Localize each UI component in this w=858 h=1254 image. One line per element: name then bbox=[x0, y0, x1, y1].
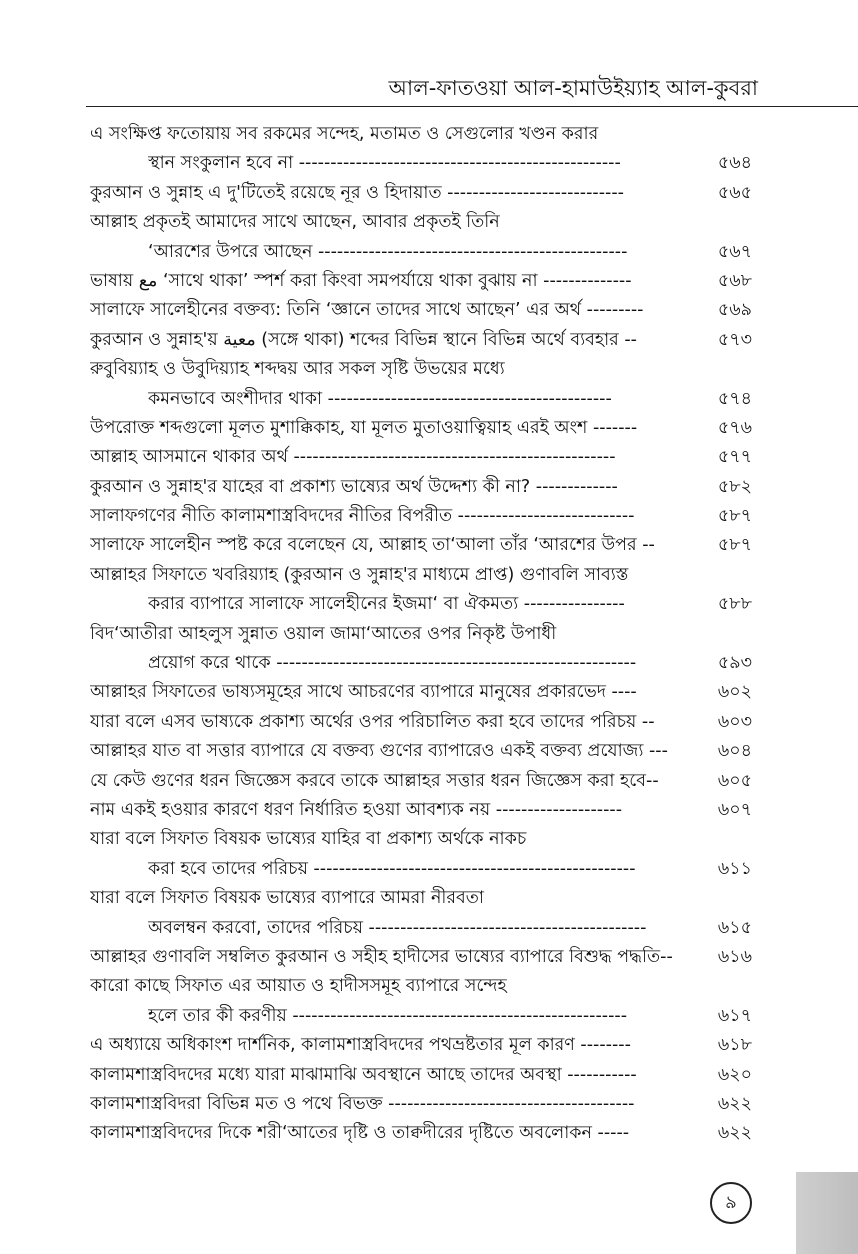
toc-entry-page: ৬১৭ bbox=[717, 1005, 752, 1026]
toc-entry-title: কারো কাছে সিফাত এর আয়াত ও হাদীসসমূহ ব্যাপারে সন্দেহ bbox=[90, 976, 507, 997]
toc-entry-title: কুরআন ও সুন্নাহ'য় معية (সঙ্গে থাকা) শব্দের বিভিন্ন স্থানে বিভিন্ন অর্থে ব্যবহার -- bbox=[90, 329, 637, 350]
toc-entry-page: ৬১৬ bbox=[717, 946, 752, 967]
toc-entry-title: কালামশাস্ত্রবিদরা বিভিন্ন মত ও পথে বিভক্ত --------------------------------------- bbox=[90, 1093, 635, 1114]
toc-entry-title: হলে তার কী করণীয় ----------------------------------------------------- bbox=[148, 1005, 628, 1026]
toc-entry-page: ৫৬৮ bbox=[717, 270, 752, 291]
toc-entry-title: বিদ‘আতীরা আহলুস সুন্নাত ওয়াল জামা‘আতের ওপর নিকৃষ্ট উপাধী bbox=[90, 623, 557, 644]
toc-entry bbox=[90, 531, 758, 560]
toc-entry-title: আল্লাহর যাত বা সত্তার ব্যাপারে যে বক্তব্য গুণের ব্যাপারেও একই বক্তব্য প্রযোজ্য --- bbox=[90, 741, 668, 762]
toc-entry-page: ৫৮২ bbox=[717, 476, 752, 497]
toc-entry-title: রুবুবিয়্যাহ ও উবুদিয়্যাহ শব্দদ্বয় আর সকল সৃষ্টি উভয়ের মধ্যে bbox=[90, 359, 505, 380]
toc-entry-title: সালাফে সালেহীন স্পষ্ট করে বলেছেন যে, আল্লাহ তা‘আলা তাঁর ‘আরশের উপর -- bbox=[90, 535, 655, 556]
toc-entry bbox=[90, 502, 758, 531]
toc-entry bbox=[90, 385, 758, 414]
toc-entry bbox=[90, 414, 758, 443]
toc-entry-page: ৫৬৭ bbox=[717, 241, 752, 262]
toc-entry bbox=[90, 737, 758, 766]
toc-entry bbox=[90, 561, 758, 590]
toc-entry bbox=[90, 443, 758, 472]
toc-entry bbox=[90, 355, 758, 384]
toc-entry bbox=[90, 1002, 758, 1031]
toc-entry-page: ৫৬৪ bbox=[717, 153, 752, 174]
toc-entry bbox=[90, 620, 758, 649]
toc-entry-title: প্রয়োগ করে থাকে --------------------------------------------------------- bbox=[148, 653, 637, 674]
toc-entry-page: ৫৮৭ bbox=[717, 506, 752, 527]
toc-entry-page: ৬০৪ bbox=[717, 741, 752, 762]
toc-entry bbox=[90, 120, 758, 149]
toc-entry-title: আল্লাহর সিফাতে খবরিয়্যাহ (কুরআন ও সুন্নাহ'র মাধ্যমে প্রাপ্ত) গুণাবলি সাব্যস্ত bbox=[90, 564, 629, 585]
toc-entry-title: আল্লাহ প্রকৃতই আমাদের সাথে আছেন, আবার প্রকৃতই তিনি bbox=[90, 212, 500, 233]
toc-entry bbox=[90, 326, 758, 355]
table-of-contents bbox=[90, 120, 758, 1149]
toc-entry-title: উপরোক্ত শব্দগুলো মূলত মুশাক্কিকাহ, যা মূলত মুতাওয়াত্বিয়াহ এরই অংশ ------- bbox=[90, 417, 638, 438]
toc-entry bbox=[90, 972, 758, 1001]
toc-entry bbox=[90, 708, 758, 737]
toc-entry-page: ৫৮৮ bbox=[717, 594, 752, 615]
toc-entry-title: ‘আরশের উপরে আছেন ------------------------------------------------- bbox=[148, 241, 628, 262]
header-rule bbox=[86, 106, 858, 107]
toc-entry-title: এ সংক্ষিপ্ত ফতোয়ায় সব রকমের সন্দেহ, মতামত ও সেগুলোর খণ্ডন করার bbox=[90, 124, 599, 144]
toc-entry-page: ৫৮৭ bbox=[717, 535, 752, 556]
toc-entry-page: ৬১৫ bbox=[717, 917, 752, 938]
toc-entry-title: আল্লাহ আসমানে থাকার অর্থ --------------------------------------------------- bbox=[90, 447, 616, 468]
toc-entry bbox=[90, 884, 758, 913]
toc-entry-page: ৫৭৭ bbox=[717, 447, 752, 468]
toc-entry bbox=[90, 267, 758, 296]
toc-entry bbox=[90, 678, 758, 707]
toc-entry-page: ৬২০ bbox=[717, 1064, 752, 1085]
toc-entry-title: আল্লাহর সিফাতের ভাষ্যসমূহের সাথে আচরণের ব্যাপারে মানুষের প্রকারভেদ ---- bbox=[90, 682, 637, 703]
toc-entry-page: ৬২২ bbox=[717, 1093, 752, 1114]
toc-entry-page: ৬০৫ bbox=[717, 770, 752, 791]
toc-entry-title: স্থান সংকুলান হবে না --------------------------------------------------- bbox=[148, 153, 621, 174]
toc-entry-title: যারা বলে সিফাত বিষয়ক ভাষ্যের যাহির বা প্রকাশ্য অর্থকে নাকচ bbox=[90, 829, 527, 850]
toc-entry-page: ৫৭৬ bbox=[717, 417, 752, 438]
toc-entry bbox=[90, 590, 758, 619]
toc-entry-title: যারা বলে এসব ভাষ্যকে প্রকাশ্য অর্থের ওপর পরিচালিত করা হবে তাদের পরিচয় -- bbox=[90, 711, 655, 732]
toc-entry-title: সালাফগণের নীতি কালামশাস্ত্রবিদদের নীতির বিপরীত ---------------------------- bbox=[90, 506, 635, 527]
toc-entry-page: ৬২২ bbox=[717, 1123, 752, 1144]
toc-entry bbox=[90, 1090, 758, 1119]
toc-entry-title: কালামশাস্ত্রবিদদের মধ্যে যারা মাঝামাঝি অবস্থানে আছে তাদের অবস্থা ----------- bbox=[90, 1064, 637, 1085]
toc-entry bbox=[90, 238, 758, 267]
toc-entry bbox=[90, 296, 758, 325]
toc-entry-title: ভাষায় مع ‘সাথে থাকা’ স্পর্শ করা কিংবা সমপর্যায়ে থাকা বুঝায় না -------------- bbox=[90, 270, 632, 291]
toc-entry-page: ৬১৮ bbox=[717, 1035, 752, 1056]
toc-entry bbox=[90, 149, 758, 178]
toc-entry bbox=[90, 914, 758, 943]
toc-entry bbox=[90, 1061, 758, 1090]
toc-entry bbox=[90, 825, 758, 854]
toc-entry-page: ৫৭৪ bbox=[717, 388, 752, 409]
toc-entry-title: নাম একই হওয়ার কারণে ধরণ নির্ধারিত হওয়া আবশ্যক নয় -------------------- bbox=[90, 799, 623, 820]
toc-entry-title: যে কেউ গুণের ধরন জিজ্ঞেস করবে তাকে আল্লাহর সত্তার ধরন জিজ্ঞেস করা হবে-- bbox=[90, 770, 659, 791]
toc-entry bbox=[90, 855, 758, 884]
toc-entry-page: ৫৬৫ bbox=[717, 182, 752, 203]
toc-entry bbox=[90, 943, 758, 972]
toc-entry-page: ৫৭৩ bbox=[717, 329, 752, 350]
page-number: ৯ bbox=[710, 1182, 752, 1224]
toc-entry-title: যারা বলে সিফাত বিষয়ক ভাষ্যের ব্যাপারে আমরা নীরবতা bbox=[90, 888, 484, 909]
toc-entry-title: করা হবে তাদের পরিচয় --------------------------------------------------- bbox=[148, 858, 636, 879]
toc-entry bbox=[90, 796, 758, 825]
toc-entry-title: আল্লাহর গুণাবলি সম্বলিত কুরআন ও সহীহ হাদীসের ভাষ্যের ব্যাপারে বিশুদ্ধ পদ্ধতি-- bbox=[90, 946, 673, 967]
toc-entry-title: কুরআন ও সুন্নাহ'র যাহের বা প্রকাশ্য ভাষ্যের অর্থ উদ্দেশ্য কী না? ------------- bbox=[90, 476, 618, 497]
toc-entry-title: কমনভাবে অংশীদার থাকা --------------------------------------------- bbox=[148, 388, 612, 409]
toc-entry bbox=[90, 1119, 758, 1148]
toc-entry-page: ৬১১ bbox=[717, 858, 752, 879]
toc-entry-title: কুরআন ও সুন্নাহ এ দু'টিতেই রয়েছে নূর ও হিদায়াত ---------------------------- bbox=[90, 182, 624, 203]
toc-entry-title: এ অধ্যায়ে অধিকাংশ দার্শনিক, কালামশাস্ত্রবিদদের পথভ্রষ্টতার মূল কারণ -------- bbox=[90, 1035, 631, 1056]
toc-entry-page: ৫৬৯ bbox=[717, 300, 752, 321]
toc-entry-title: সালাফে সালেহীনের বক্তব্য: তিনি ‘জ্ঞানে তাদের সাথে আছেন’ এর অর্থ --------- bbox=[90, 300, 644, 321]
toc-entry bbox=[90, 179, 758, 208]
toc-entry-page: ৬০৩ bbox=[717, 711, 752, 732]
toc-entry-page: ৫৯৩ bbox=[717, 653, 752, 674]
toc-entry-title: অবলম্বন করবো, তাদের পরিচয় -------------------------------------------- bbox=[148, 917, 647, 938]
toc-entry-title: কালামশাস্ত্রবিদদের দিকে শরী‘আতের দৃষ্টি ও তাক্বদীরের দৃষ্টিতে অবলোকন ----- bbox=[90, 1123, 630, 1144]
toc-entry bbox=[90, 1031, 758, 1060]
running-header: আল-ফাতওয়া আল-হামাউইয়্যাহ আল-কুবরা bbox=[388, 76, 758, 100]
toc-entry-page: ৬০২ bbox=[717, 682, 752, 703]
toc-entry bbox=[90, 649, 758, 678]
toc-entry-title: করার ব্যাপারে সালাফে সালেহীনের ইজমা‘ বা ঐকমত্য ---------------- bbox=[148, 594, 625, 615]
toc-entry bbox=[90, 767, 758, 796]
toc-entry bbox=[90, 473, 758, 502]
page-edge-tab bbox=[796, 1172, 858, 1254]
toc-entry bbox=[90, 208, 758, 237]
toc-entry-page: ৬০৭ bbox=[717, 799, 752, 820]
